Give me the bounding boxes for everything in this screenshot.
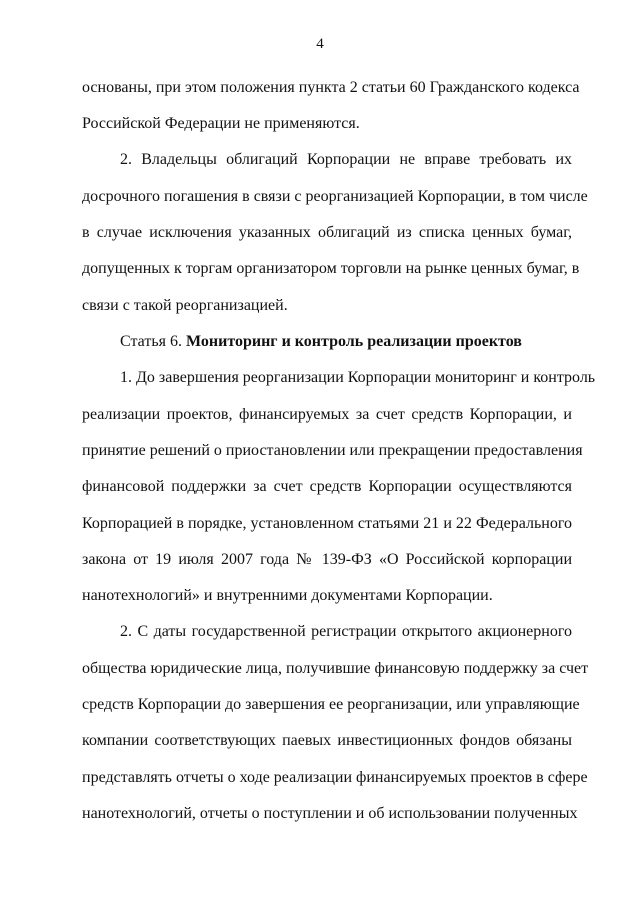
text-line: связи с такой реорганизацией. — [82, 297, 288, 314]
text-line: закона от 19 июля 2007 года № 139-ФЗ «О Российской корпорации — [82, 551, 572, 568]
text-line: Корпорацией в порядке, установленном статьями 21 и 22 Федерального — [82, 515, 572, 532]
text-line: финансовой поддержки за счет средств Корпорации осуществляются — [82, 478, 572, 495]
text-line: 2. Владельцы облигаций Корпорации не вправе требовать их — [120, 151, 572, 168]
text-line: компании соответствующих паевых инвестиционных фондов обязаны — [82, 732, 572, 749]
text-line: допущенных к торгам организатором торговли на рынке ценных бумаг, в — [82, 260, 580, 277]
article-label: Статья 6. — [120, 333, 182, 350]
article-title: Мониторинг и контроль реализации проектов — [185, 333, 522, 350]
text-line: принятие решений о приостановлении или прекращении предоставления — [82, 442, 583, 459]
text-line: в случае исключения указанных облигаций из списка ценных бумаг, — [82, 224, 572, 241]
text-line: реализации проектов, финансируемых за счет средств Корпорации, и — [82, 406, 572, 423]
text-line: 1. До завершения реорганизации Корпорации мониторинг и контроль — [120, 369, 596, 386]
article-heading — [120, 332, 572, 352]
text-line: представлять отчеты о ходе реализации финансируемых проектов в сфере — [82, 769, 588, 786]
text-line: общества юридические лица, получившие финансовую поддержку за счет — [82, 660, 589, 677]
page-number: 4 — [316, 36, 324, 52]
text-line: основаны, при этом положения пункта 2 статьи 60 Гражданского кодекса — [82, 79, 580, 96]
text-line: средств Корпорации до завершения ее реорганизации, или управляющие — [82, 696, 580, 713]
text-line: нанотехнологий» и внутренними документами Корпорации. — [82, 587, 493, 604]
text-line: нанотехнологий, отчеты о поступлении и об использовании полученных — [82, 805, 578, 822]
text-line: досрочного погашения в связи с реорганизацией Корпорации, в том числе — [82, 188, 588, 205]
text-line: Российской Федерации не применяются. — [82, 115, 360, 132]
text-line: 2. С даты государственной регистрации открытого акционерного — [120, 623, 572, 640]
